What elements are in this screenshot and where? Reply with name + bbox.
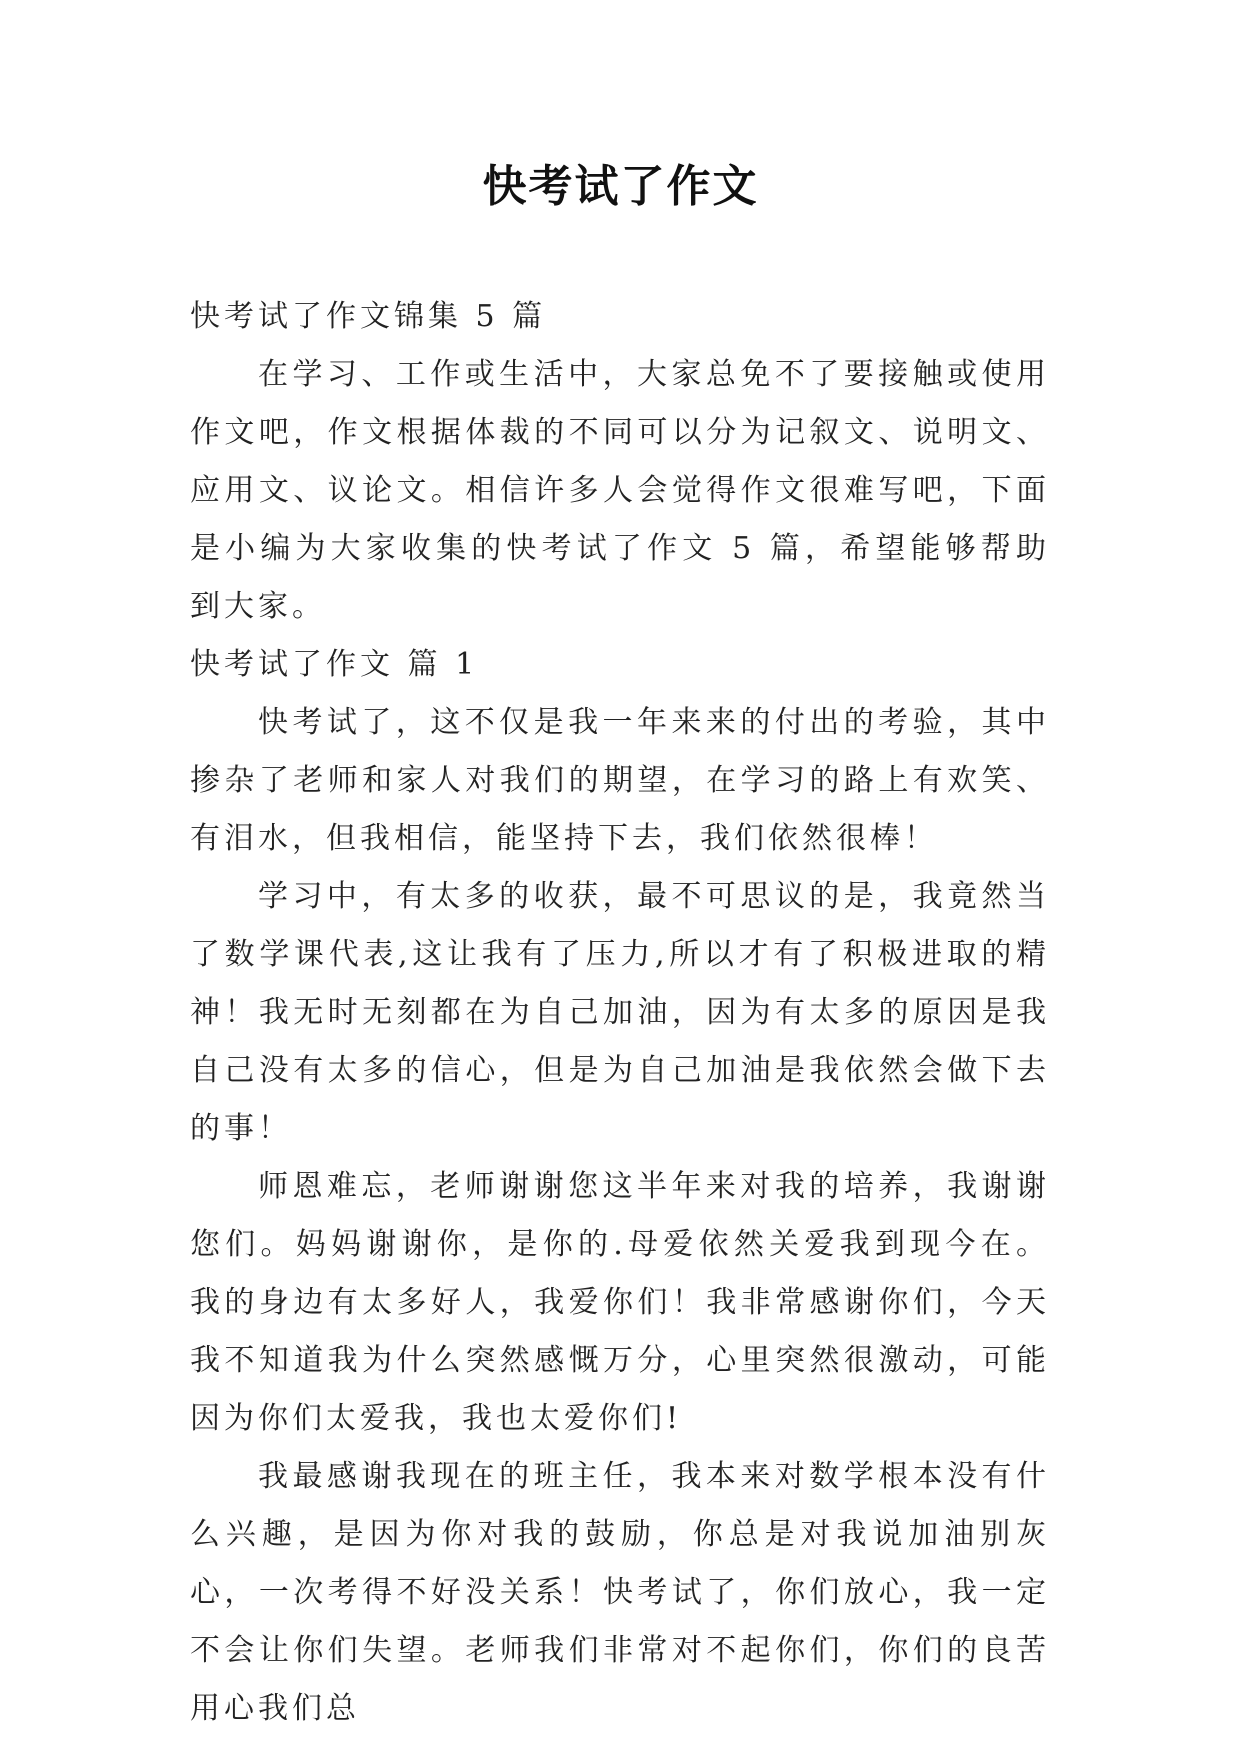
paragraph-text: 快考试了，这不仅是我一年来来的付出的考验，其中掺杂了老师和家人对我们的期望，在学习的路上有欢笑、有泪水，但我相信，能坚持下去，我们依然很棒！ (190, 705, 1050, 856)
intro-paragraph (190, 346, 1050, 636)
document-subtitle: 快考试了作文锦集 5 篇 (190, 299, 547, 334)
paragraph-text: 我最感谢我现在的班主任，我本来对数学根本没有什么兴趣，是因为你对我的鼓励，你总是对我说加油别灰心，一次考得不好没关系！快考试了，你们放心，我一定不会让你们失望。老师我们非常对不起你们，你们的良苦用心我们总 (190, 1459, 1050, 1726)
section-heading: 快考试了作文 篇 1 (190, 647, 479, 682)
intro-text: 在学习、工作或生活中，大家总免不了要接触或使用作文吧，作文根据体裁的不同可以分为记叙文、说明文、应用文、议论文。相信许多人会觉得作文很难写吧，下面是小编为大家收集的快考试了作文 5 篇，希望能够帮助到大家。 (190, 357, 1050, 624)
body-paragraph (190, 868, 1050, 1158)
paragraph-text: 学习中，有太多的收获，最不可思议的是，我竟然当了数学课代表,这让我有了压力,所以才有了积极进取的精神！我无时无刻都在为自己加油，因为有太多的原因是我自己没有太多的信心，但是为自己加油是我依然会做下去的事！ (190, 879, 1050, 1146)
document-body (190, 288, 1050, 1738)
body-paragraph (190, 694, 1050, 868)
paragraph-text: 师恩难忘，老师谢谢您这半年来对我的培养，我谢谢您们。妈妈谢谢你，是你的.母爱依然关爱我到现今在。我的身边有太多好人，我爱你们！我非常感谢你们，今天我不知道我为什么突然感慨万分，心里突然很激动，可能因为你们太爱我，我也太爱你们! (190, 1169, 1050, 1436)
body-paragraph (190, 1158, 1050, 1448)
body-paragraph (190, 1448, 1050, 1738)
document-title: 快考试了作文 (482, 161, 759, 212)
